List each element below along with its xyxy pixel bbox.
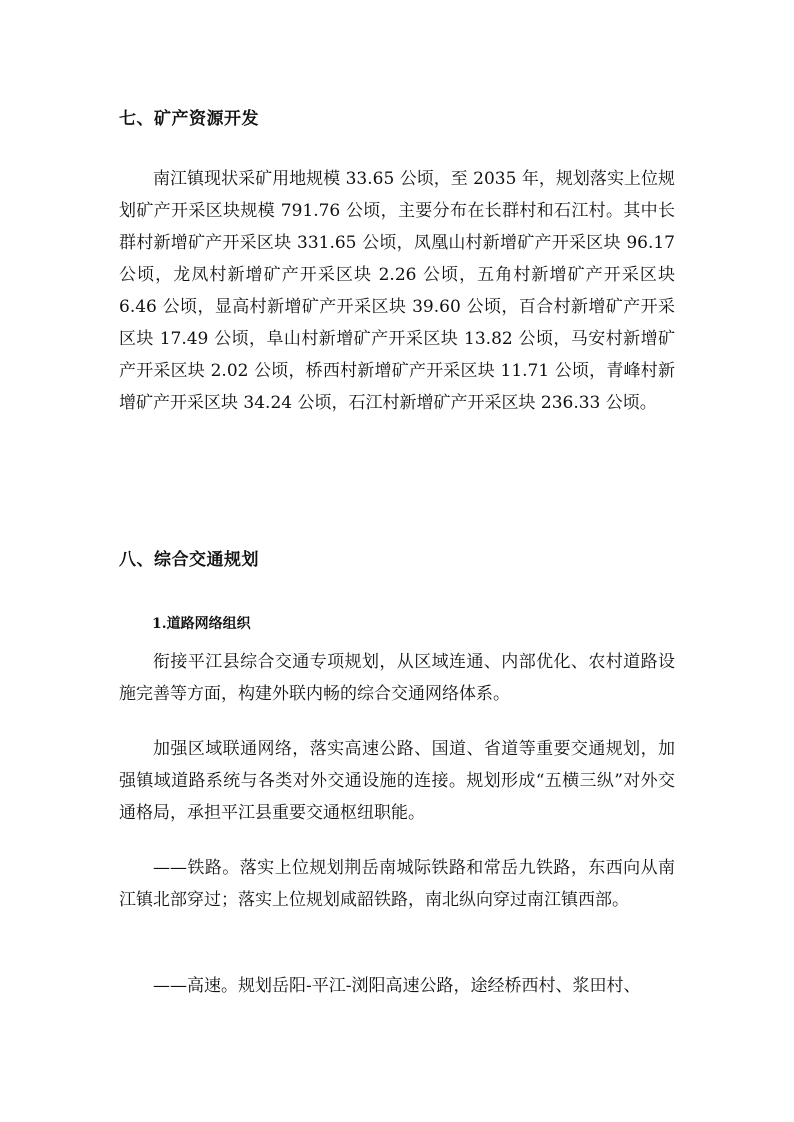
transport-paragraph-1: 衔接平江县综合交通专项规划，从区域连通、内部优化、农村道路设施完善等方面，构建外联内畅的综合交通网络体系。: [119, 652, 675, 704]
transport-paragraph-2: 加强区域联通网络，落实高速公路、国道、省道等重要交通规划，加强镇域道路系统与各类对外交通设施的连接。规划形成“五横三纵”对外交通格局，承担平江县重要交通枢纽职能。: [119, 739, 675, 823]
railway-paragraph: ——铁路。落实上位规划荆岳南城际铁路和常岳九铁路，东西向从南江镇北部穿过；落实上位规划咸韶铁路，南北纵向穿过南江镇西部。: [119, 858, 675, 910]
section-7-heading: 七、矿产资源开发: [119, 109, 259, 129]
expressway-paragraph: ——高速。规划岳阳-平江-浏阳高速公路，途经桥西村、浆田村、: [153, 976, 641, 996]
mineral-resources-paragraph: 南江镇现状采矿用地规模 33.65 公顷，至 2035 年，规划落实上位规划矿产开采区块规模 791.76 公顷，主要分布在长群村和石江村。其中长群村新增矿产开采区块 331.65 公顷，凤凰山村新增矿产开采区块 96.17 公顷，龙凤村新增矿产开采区块 2.26 公顷，五角村新增矿产开采区块 6.46 公顷，显高村新增矿产开采区块 39.60 公顷，百合村新增矿产开采区块 17.49 公顷，阜山村新增矿产开采区块 13.82 公顷，马安村新增矿产开采区块 2.02 公顷，桥西村新增矿产开采区块 11.71 公顷，青峰村新增矿产开采区块 34.24 公顷，石江村新增矿产开采区块 236.33 公顷。: [119, 169, 675, 413]
section-8-heading: 八、综合交通规划: [119, 550, 259, 570]
road-network-subheading: 1.道路网络组织: [152, 616, 251, 632]
